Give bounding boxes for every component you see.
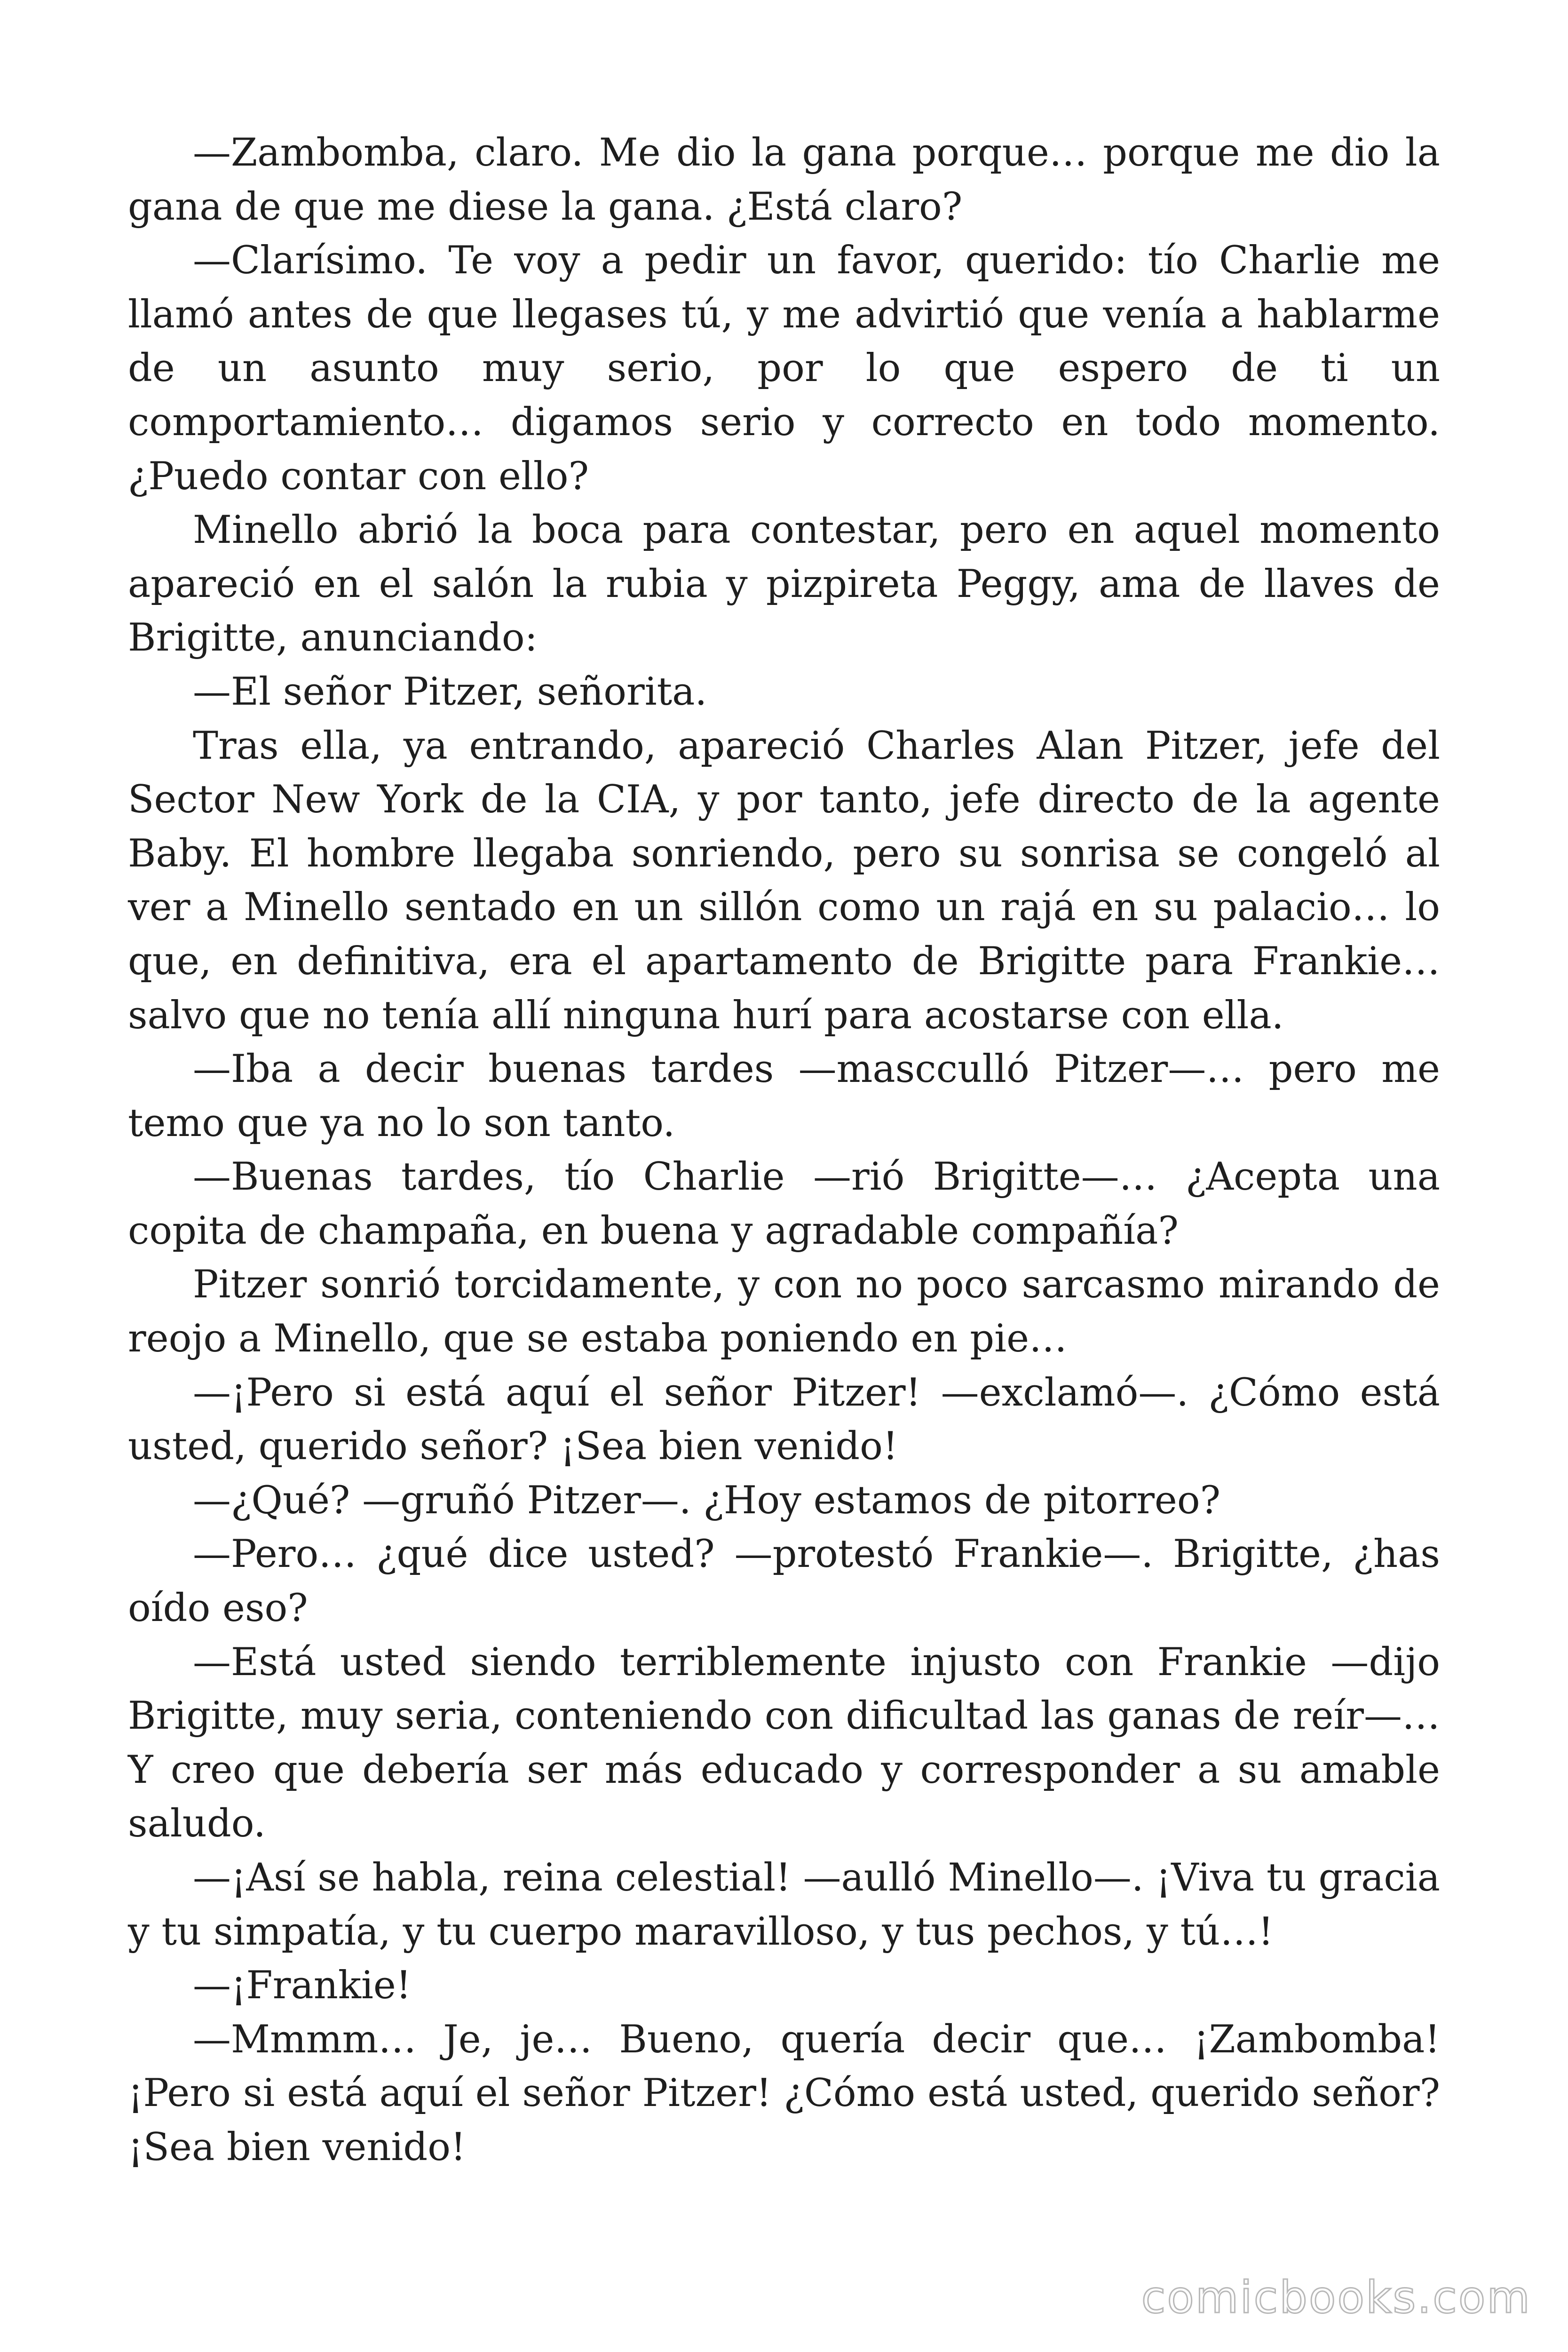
paragraph: Tras ella, ya entrando, apareció Charles Alan Pitzer, jefe del Sector New York de la CIA, y por tanto, jefe directo de la agente Baby. El hombre llegaba sonriendo, pero su sonrisa se congeló al ver a Minello sentado en un sillón como un rajá en su palacio… lo que, en definitiva, era el apartamento de Brigitte para Frankie… salvo que no tenía allí ninguna hurí para acostarse con ella. — [128, 723, 1440, 1038]
paragraph: —¡Así se habla, reina celestial! —aulló Minello—. ¡Viva tu gracia y tu simpatía, y tu cuerpo maravilloso, y tus pechos, y tú…! — [128, 1856, 1440, 1954]
paragraph: —Está usted siendo terriblemente injusto con Frankie —dijo Brigitte, muy seria, conteniendo con dificultad las ganas de reír—… Y creo que debería ser más educado y corresponder a su amable saludo. — [128, 1640, 1440, 1846]
paragraph: —Clarísimo. Te voy a pedir un favor, querido: tío Charlie me llamó antes de que llegases tú, y me advirtió que venía a hablarme de un asunto muy serio, por lo que espero de ti un comportamiento… digamos serio y correcto en todo momento. ¿Puedo contar con ello? — [128, 238, 1440, 499]
paragraph: —El señor Pitzer, señorita. — [193, 669, 707, 714]
paragraph: —Pero… ¿qué dice usted? —protestó Frankie—. Brigitte, ¿has oído eso? — [128, 1532, 1440, 1631]
watermark: comicbooks.com — [1141, 2272, 1531, 2323]
paragraph: —Iba a decir buenas tardes —mascculló Pitzer—… pero me temo que ya no lo son tanto. — [128, 1047, 1440, 1145]
paragraph: —Zambomba, claro. Me dio la gana porque… porque me dio la gana de que me diese la gana. ¿Está claro? — [128, 131, 1440, 229]
paragraph: —¡Pero si está aquí el señor Pitzer! —exclamó—. ¿Cómo está usted, querido señor? ¡Sea bien venido! — [128, 1370, 1440, 1469]
paragraph: —Buenas tardes, tío Charlie —rió Brigitte—… ¿Acepta una copita de champaña, en buena y agradable compañía? — [128, 1155, 1440, 1253]
paragraph: —¿Qué? —gruñó Pitzer—. ¿Hoy estamos de pitorreo? — [193, 1478, 1221, 1523]
paragraph: —Mmmm… Je, je… Bueno, quería decir que… ¡Zambomba! ¡Pero si está aquí el señor Pitzer! ¿Cómo está usted, querido señor? ¡Sea bien venido! — [128, 2017, 1440, 2169]
paragraph: —¡Frankie! — [193, 1963, 412, 2008]
paragraph: Minello abrió la boca para contestar, pero en aquel momento apareció en el salón la rubia y pizpireta Peggy, ama de llaves de Brigitte, anunciando: — [128, 508, 1440, 660]
paragraph: Pitzer sonrió torcidamente, y con no poco sarcasmo mirando de reojo a Minello, que se estaba poniendo en pie… — [128, 1263, 1440, 1361]
book-page-text — [128, 126, 1440, 2175]
